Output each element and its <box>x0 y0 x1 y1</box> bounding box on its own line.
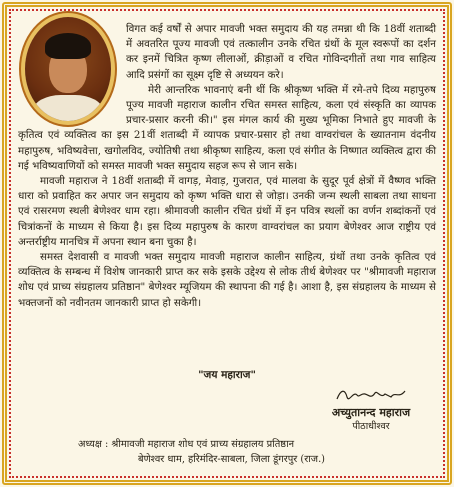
footer-address <box>78 438 438 467</box>
paragraph-4: समस्त देशवासी व मावजी भक्त समुदाय मावजी महाराज कालीन साहित्य, ग्रंथों तथा उनके कृतित्व एवं व्यक्तित्व के सम्बन्ध में विशेष जानकारी प्राप्त कर सके इसके उद्देश्य से लोक तीर्थ बेणेश्वर पर "श्रीमावजी महाराज शोध एवं प्राच्य संग्रहालय प्रतिष्ठान" बेणेश्वर म्यूजियम की स्थापना की गई है। आशा है, इस संग्रहालय के माध्यम से भक्तजनों को नवीनतम जानकारी प्राप्त हो सकेगी। <box>18 251 436 309</box>
paragraph-3: मावजी महाराज ने 18वीं शताब्दी में वागड़, मेवाड़, गुजरात, एवं मालवा के सुदूर पूर्व क्षेत्रों में वैष्णव भक्ति धारा को प्रवाहित कर अपार जन समुदाय को कृष्ण भक्ति धारा से जोड़ा। उनकी जन्म स्थली साबला तथा साधना एवं रासरमण स्थली बेणेश्वर धाम रहा। श्रीमावजी कालीन रचित ग्रंथों में इन पवित्र स्थलों का वर्णन शब्दांकनों एवं चित्रांकनों के माध्यम से किया है। इस दिव्य महापुरुष के कारण वाग्वरांचल का प्रयाग बेणेश्वर आज राष्ट्रीय एवं अन्तर्राष्ट्रीय मानचित्र में अपना स्थान बना चुका है। <box>18 175 436 248</box>
paragraph-1: विगत कई वर्षों से अपार मावजी भक्त समुदाय की यह तमन्ना थी कि 18वीं शताब्दी में अवतरित पूज्य मावजी एवं तत्कालीन उनके रचित ग्रंथों के मूल स्वरूपों का दर्शन कर इनमें चित्रित कृष्ण लीलाओं, क्रीड़ाओं व रचित गोविन्दगीतों तथा गाव साहित्य आदि प्रसंगों का सूक्ष्म दृष्टि से अध्ययन करे। <box>126 23 436 81</box>
handwritten-signature <box>296 385 446 405</box>
signature-block <box>296 385 446 433</box>
portrait-frame <box>18 14 118 124</box>
signatory-name: अच्युतानन्द महाराज <box>331 406 411 419</box>
signatory-title: पीठाधीश्वर <box>352 421 390 432</box>
footer-line-2: बेणेश्वर धाम, हरिमंदिर-साबला, जिला डूंगरपुर (राज.) <box>138 453 326 465</box>
footer-line-1: अध्यक्ष : श्रीमावजी महाराज शोध एवं प्राच्य संग्रहालय प्रतिष्ठान <box>78 439 295 450</box>
portrait-photo <box>25 17 111 121</box>
paragraph-2: मेरी आन्तरिक भावनाएं बनी थीं कि श्रीकृष्ण भक्ति में रमे-तपे दिव्य महापुरुष पूज्य मावजी महाराज कालीन रचित समस्त साहित्य, कला एवं संस्कृति का व्यापक प्रचार-प्रसार करनी की।" इस मंगल कार्य की मुख्य भूमिका निभाते हुए मावजी के कृतित्व एवं व्यक्तित्व का इस 21वीं शताब्दी में व्यापक प्रचार-प्रसार हो तथा वाग्वरांचल के ख्यातनाम वंदनीय महापुरुष, भविष्यवेत्ता, खगोलविद, ज्योतिषी तथा श्रीकृष्ण साहित्य, कला एवं संगीत के निष्णात व्यक्तित्व द्वारा की गई भविष्यवाणियों को समस्त मावजी भक्त समुदाय सहज रूप से जान सके। <box>18 83 436 172</box>
body-text <box>18 22 436 311</box>
slogan: "जय महाराज" <box>198 369 256 381</box>
